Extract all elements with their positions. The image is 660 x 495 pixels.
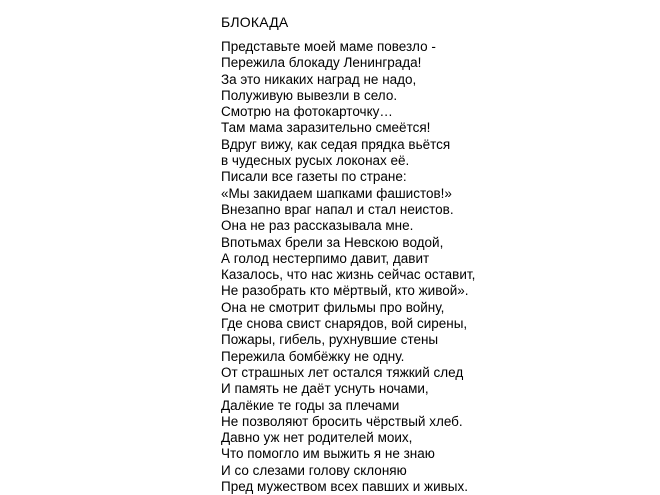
poem-line: Где снова свист снарядов, вой сирены,: [221, 316, 468, 332]
poem-line: Пережила бомбёжку не одну.: [221, 348, 405, 364]
poem-line: И со слезами голову склоняю: [221, 462, 407, 478]
poem-title: БЛОКАДА: [221, 14, 289, 30]
poem-line: Пожары, гибель, рухнувшие стены: [221, 332, 439, 348]
poem-line: «Мы закидаем шапками фашистов!»: [221, 185, 452, 201]
poem-line: Она не раз рассказывала мне.: [221, 218, 414, 234]
poem-line: Она не смотрит фильмы про войну,: [221, 299, 445, 315]
poem-line: Полуживую вывезли в село.: [221, 87, 398, 103]
poem-line: Не разобрать кто мёртвый, кто живой».: [221, 283, 469, 299]
poem-line: Казалось, что нас жизнь сейчас оставит,: [221, 267, 476, 283]
poem-line: Вдруг вижу, как седая прядка вьётся: [221, 136, 451, 152]
poem-line: Не позволяют бросить чёрствый хлеб.: [221, 413, 463, 429]
poem-line: А голод нестерпимо давит, давит: [221, 250, 430, 266]
poem-line: Что помогло им выжить я не знаю: [221, 446, 435, 462]
poem-line: Давно уж нет родителей моих,: [221, 430, 413, 446]
poem-line: Смотрю на фотокарточку…: [221, 104, 393, 120]
poem-line: Внезапно враг напал и стал неистов.: [221, 201, 454, 217]
poem-line: Пережила блокаду Ленинграда!: [221, 55, 422, 71]
poem-line: Пред мужеством всех павших и живых.: [221, 479, 469, 495]
poem-line: Писали все газеты по стране:: [221, 169, 407, 185]
poem-line: За это никаких наград не надо,: [221, 71, 417, 87]
poem-line: Впотьмах брели за Невскою водой,: [221, 234, 444, 250]
poem-line: Там мама заразительно смеётся!: [221, 120, 431, 136]
poem-body: [221, 39, 475, 495]
poem-line: От страшных лет остался тяжкий след: [221, 364, 464, 380]
poem-line: И память не даёт уснуть ночами,: [221, 381, 429, 397]
poem-line: Представьте моей маме повезло -: [221, 39, 436, 54]
poem-line: в чудесных русых локонах её.: [221, 153, 410, 169]
poem-line: Далёкие те годы за плечами: [221, 397, 400, 413]
